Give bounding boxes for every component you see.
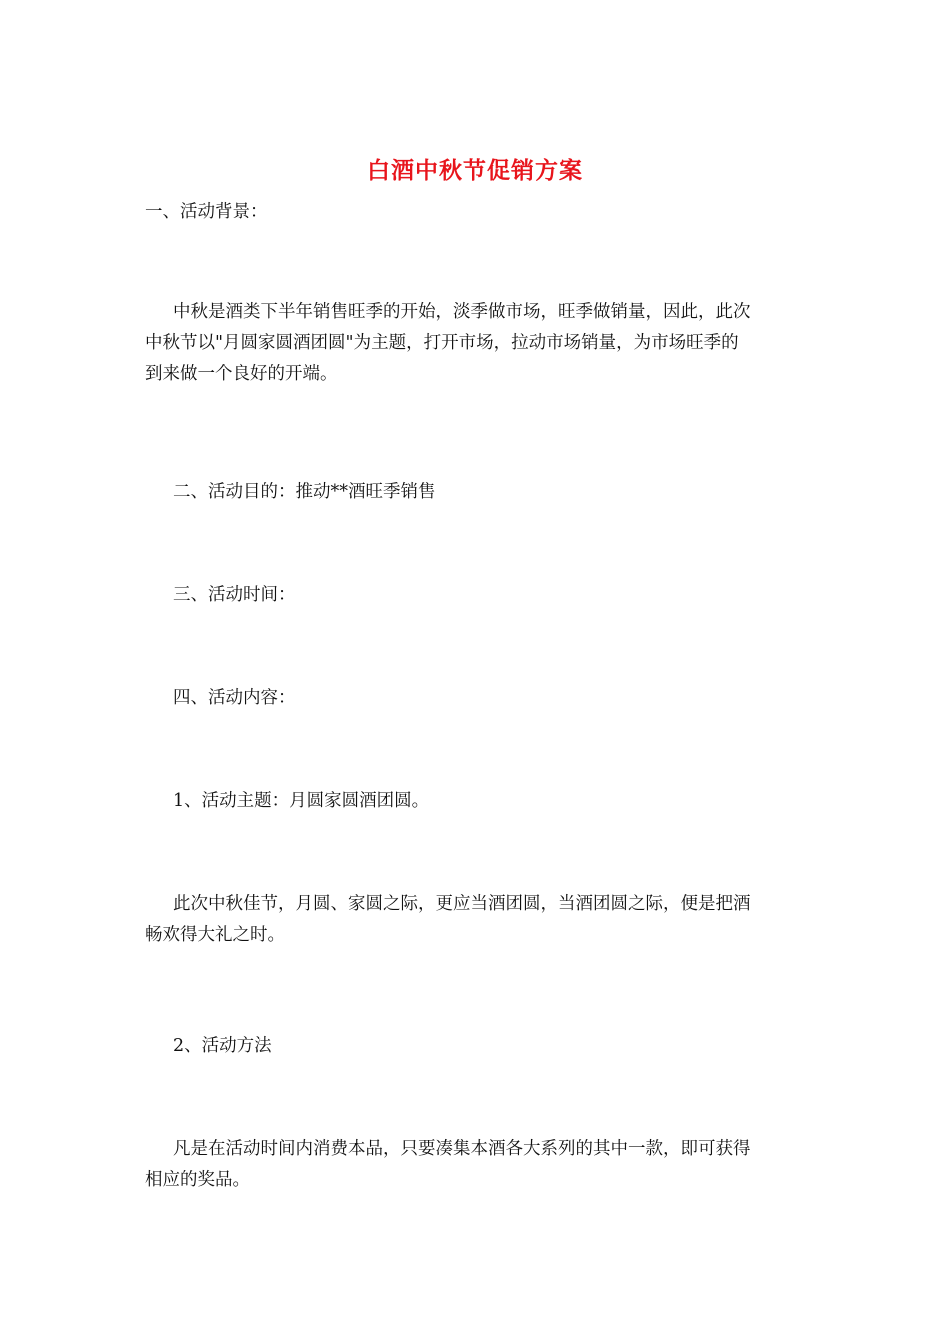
background-line: 中秋是酒类下半年销售旺季的开始，淡季做市场，旺季做销量，因此，此次 xyxy=(173,302,751,322)
section-goal: 二、活动目的：推动**酒旺季销售 xyxy=(173,482,436,502)
section-time: 三、活动时间： xyxy=(173,585,296,605)
theme-line: 此次中秋佳节，月圆、家圆之际，更应当酒团圆，当酒团圆之际，便是把酒 xyxy=(173,894,751,914)
section-content-heading: 四、活动内容： xyxy=(173,688,296,708)
method-line: 凡是在活动时间内消费本品，只要凑集本酒各大系列的其中一款，即可获得 xyxy=(173,1139,751,1159)
document-title: 白酒中秋节促销方案 xyxy=(367,157,583,184)
background-line: 到来做一个良好的开端。 xyxy=(145,364,338,384)
background-line: 中秋节以"月圆家圆酒团圆"为主题，打开市场，拉动市场销量，为市场旺季的 xyxy=(145,333,739,353)
background-paragraph xyxy=(145,297,809,390)
subsection-theme: 1、活动主题：月圆家圆酒团圆。 xyxy=(173,791,430,811)
section-background-heading: 一、活动背景： xyxy=(145,202,268,222)
subsection-method: 2、活动方法 xyxy=(173,1036,272,1056)
method-paragraph xyxy=(145,1134,809,1196)
method-line: 相应的奖品。 xyxy=(145,1170,250,1190)
theme-line: 畅欢得大礼之时。 xyxy=(145,925,285,945)
theme-paragraph xyxy=(145,889,809,951)
